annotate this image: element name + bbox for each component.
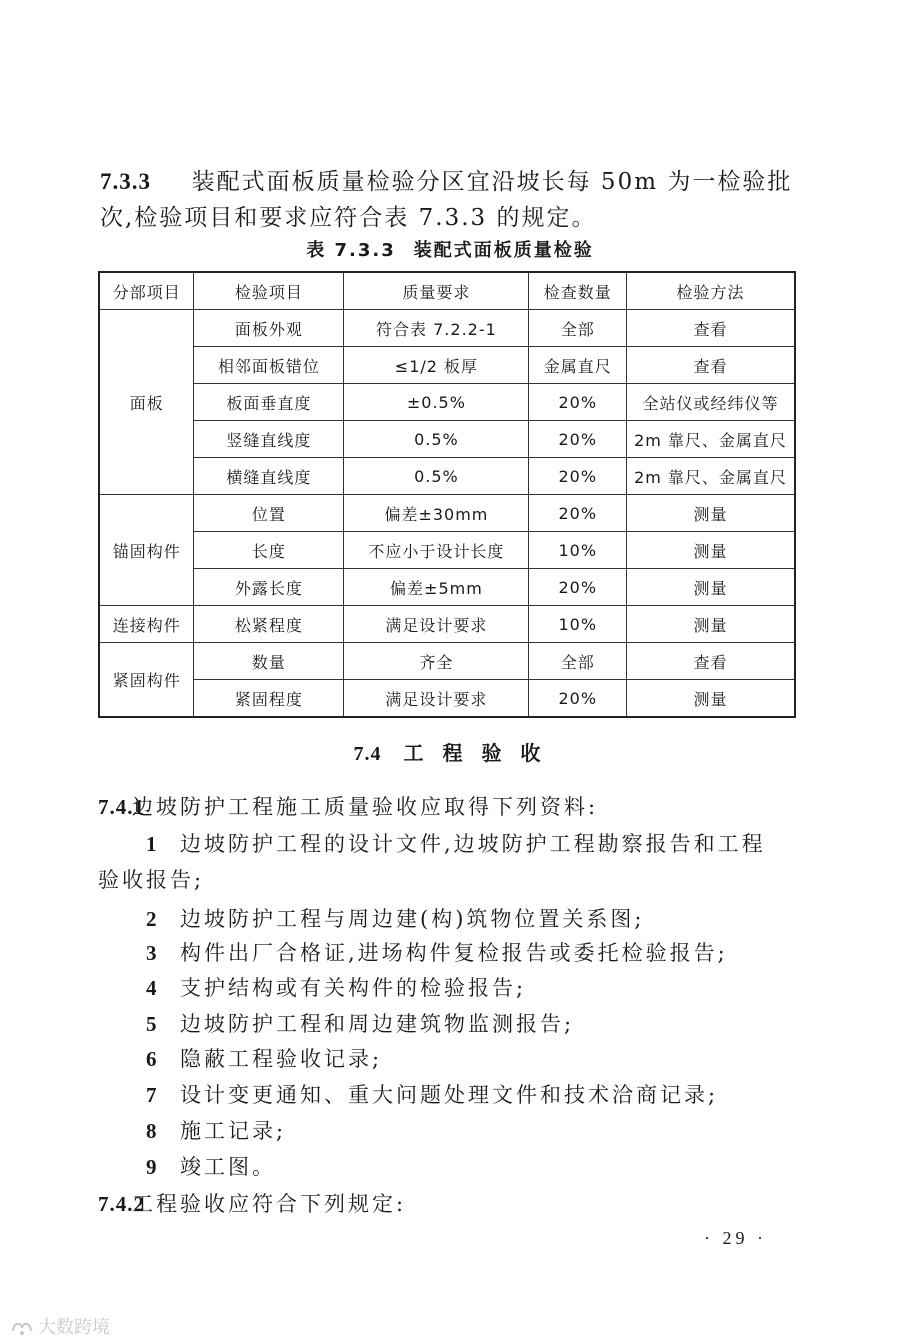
list-item <box>146 827 766 861</box>
table-row <box>99 421 795 458</box>
list-item-text: 边坡防护工程和周边建筑物监测报告; <box>180 1012 575 1036</box>
table-row <box>99 495 795 532</box>
section-number: 7.4 <box>353 743 382 765</box>
clause-text: 边坡防护工程施工质量验收应取得下列资料: <box>132 795 599 819</box>
list-item-text: 构件出厂合格证,进场构件复检报告或委托检验报告; <box>180 941 728 965</box>
table-cell: 测量 <box>627 495 795 532</box>
list-item <box>146 1042 382 1076</box>
table-cell: 测量 <box>627 680 795 718</box>
header-cell: 质量要求 <box>344 272 529 310</box>
group-name-cell: 面板 <box>99 310 194 495</box>
table-row <box>99 606 795 643</box>
table-cell: 满足设计要求 <box>344 606 529 643</box>
table-cell: 10% <box>529 532 627 569</box>
table-cell: 20% <box>529 384 627 421</box>
header-cell: 分部项目 <box>99 272 194 310</box>
table-row <box>99 384 795 421</box>
table-row <box>99 347 795 384</box>
list-item-text: 隐蔽工程验收记录; <box>180 1047 383 1071</box>
table-caption <box>0 236 900 262</box>
table-cell: ≤1/2 板厚 <box>344 347 529 384</box>
table-cell: 金属直尺 <box>529 347 627 384</box>
table-cell: 查看 <box>627 347 795 384</box>
table-cell: 不应小于设计长度 <box>344 532 529 569</box>
table-caption-title: 装配式面板质量检验 <box>413 240 594 261</box>
list-item-number: 7 <box>146 1083 158 1107</box>
section-title-7-4 <box>0 737 900 766</box>
table-cell: 位置 <box>194 495 344 532</box>
clause-number: 7.4.1 <box>98 795 145 819</box>
table-cell: 偏差±5mm <box>344 569 529 606</box>
table-row <box>99 569 795 606</box>
table-row <box>99 458 795 495</box>
list-item-text: 施工记录; <box>180 1119 287 1143</box>
table-cell: 满足设计要求 <box>344 680 529 718</box>
table-cell: 0.5% <box>344 421 529 458</box>
table-cell: 20% <box>529 680 627 718</box>
table-cell: 符合表 7.2.2-1 <box>344 310 529 347</box>
table-cell: 全部 <box>529 643 627 680</box>
table-cell: 竖缝直线度 <box>194 421 344 458</box>
watermark-logo-icon <box>10 1319 34 1337</box>
table-cell: 20% <box>529 495 627 532</box>
table-cell: 相邻面板错位 <box>194 347 344 384</box>
watermark <box>10 1313 110 1339</box>
list-item-text: 设计变更通知、重大问题处理文件和技术洽商记录; <box>180 1083 719 1107</box>
table-cell: 紧固程度 <box>194 680 344 718</box>
table-cell: 松紧程度 <box>194 606 344 643</box>
list-item-number: 8 <box>146 1119 158 1143</box>
group-name-cell: 紧固构件 <box>99 643 194 718</box>
table-row <box>99 532 795 569</box>
table-cell: 全部 <box>529 310 627 347</box>
table-cell: 板面垂直度 <box>194 384 344 421</box>
list-item-text: 竣工图。 <box>180 1155 276 1179</box>
clause-text: 工程验收应符合下列规定: <box>132 1192 407 1216</box>
list-item-text: 支护结构或有关构件的检验报告; <box>180 976 527 1000</box>
list-item <box>146 1007 574 1041</box>
table-cell: 长度 <box>194 532 344 569</box>
header-cell: 检验项目 <box>194 272 344 310</box>
table-cell: 外露长度 <box>194 569 344 606</box>
clause-7-4-2 <box>98 1187 406 1221</box>
list-item <box>146 936 728 970</box>
list-item <box>146 1078 718 1112</box>
page-number: · 29 · <box>704 1228 767 1248</box>
table-cell: 横缝直线度 <box>194 458 344 495</box>
table-header-row <box>99 272 795 310</box>
clause-text-line-2: 次,检验项目和要求应符合表 7.3.3 的规定。 <box>100 205 597 231</box>
table-cell: 20% <box>529 421 627 458</box>
group-name-cell: 连接构件 <box>99 606 194 643</box>
list-item-continuation: 验收报告; <box>98 868 205 892</box>
list-item-number: 2 <box>146 907 158 931</box>
list-item <box>146 1150 276 1184</box>
clause-number: 7.3.3 <box>100 169 151 194</box>
header-cell: 检验方法 <box>627 272 795 310</box>
clause-number: 7.4.2 <box>98 1192 145 1216</box>
list-item-number: 4 <box>146 976 158 1000</box>
table-cell: 0.5% <box>344 458 529 495</box>
table-row <box>99 680 795 718</box>
list-item <box>146 1114 286 1148</box>
table-row <box>99 643 795 680</box>
table-cell: 齐全 <box>344 643 529 680</box>
list-item <box>146 902 644 936</box>
table-cell: 测量 <box>627 569 795 606</box>
list-item-number: 6 <box>146 1047 158 1071</box>
group-name-cell: 锚固构件 <box>99 495 194 606</box>
clause-text-line-1: 装配式面板质量检验分区宜沿坡长每 50m 为一检验批 <box>191 169 793 195</box>
table-cell: 20% <box>529 569 627 606</box>
table-cell: 全站仪或经纬仪等 <box>627 384 795 421</box>
quality-inspection-table <box>98 271 796 718</box>
watermark-text: 大数跨境 <box>38 1317 110 1338</box>
table-cell: ±0.5% <box>344 384 529 421</box>
table-cell: 10% <box>529 606 627 643</box>
section-title-text: 工 程 验 收 <box>403 741 547 765</box>
table-cell: 面板外观 <box>194 310 344 347</box>
list-item-number: 5 <box>146 1012 158 1036</box>
table-cell: 查看 <box>627 310 795 347</box>
list-item-text: 边坡防护工程的设计文件,边坡防护工程勘察报告和工程 <box>180 832 766 856</box>
list-item <box>146 971 526 1005</box>
list-item-text: 边坡防护工程与周边建(构)筑物位置关系图; <box>180 907 645 931</box>
table-cell: 2m 靠尺、金属直尺 <box>627 458 795 495</box>
table-cell: 数量 <box>194 643 344 680</box>
table-row <box>99 310 795 347</box>
table-cell: 偏差±30mm <box>344 495 529 532</box>
list-item-number: 3 <box>146 941 158 965</box>
table-cell: 测量 <box>627 606 795 643</box>
table-cell: 20% <box>529 458 627 495</box>
list-item-number: 9 <box>146 1155 158 1179</box>
table-cell: 测量 <box>627 532 795 569</box>
table-caption-label: 表 7.3.3 <box>306 240 396 261</box>
table-cell: 2m 靠尺、金属直尺 <box>627 421 795 458</box>
table-body <box>99 310 795 718</box>
list-item-number: 1 <box>146 832 158 856</box>
clause-7-3-3 <box>100 164 800 236</box>
header-cell: 检查数量 <box>529 272 627 310</box>
clause-7-4-1 <box>98 790 598 824</box>
table-cell: 查看 <box>627 643 795 680</box>
